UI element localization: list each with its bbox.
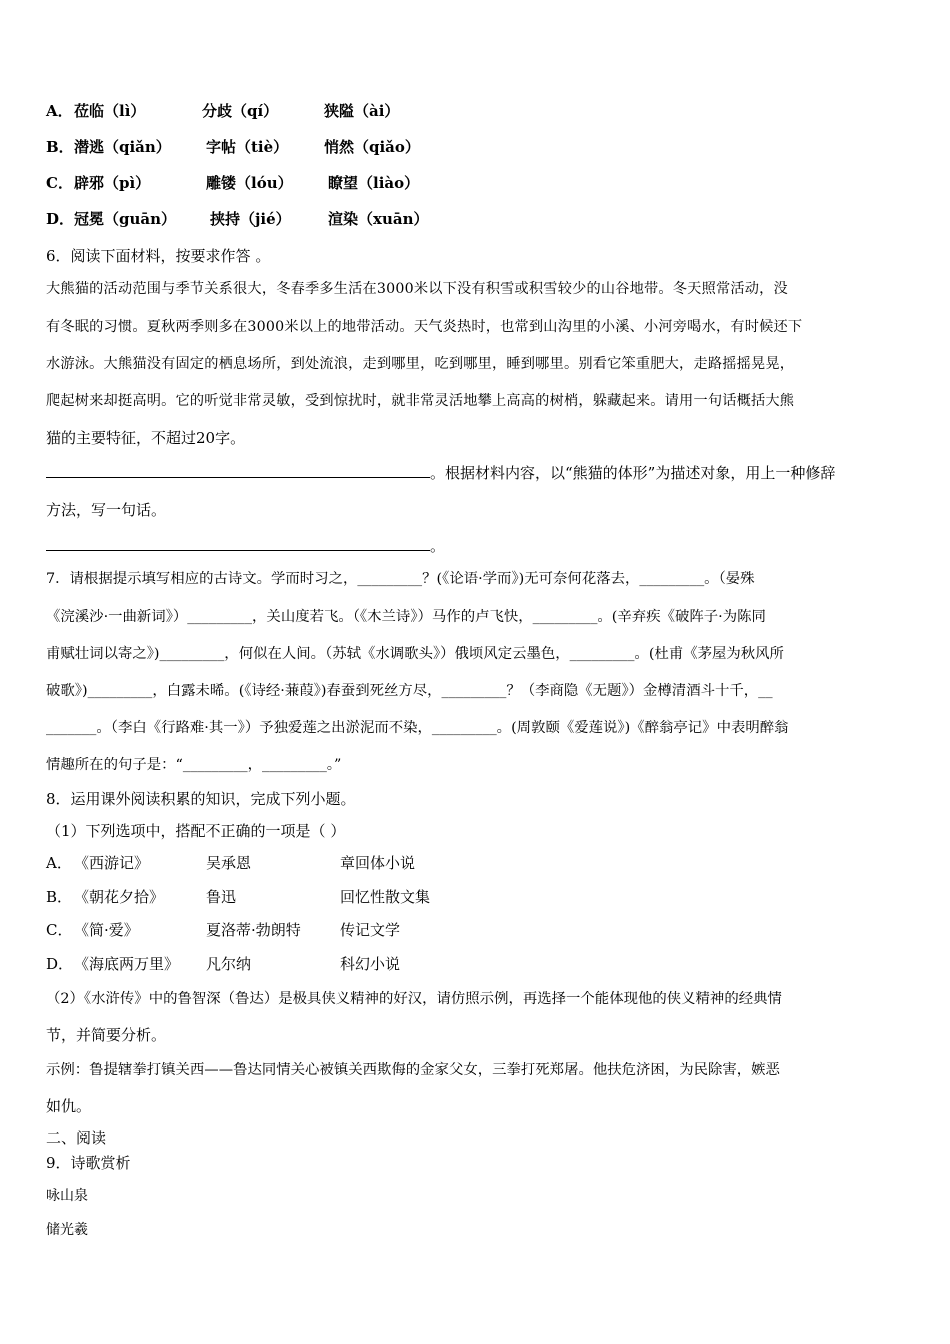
book-genre: 传记文学 bbox=[340, 921, 401, 939]
q6-line2-tail: 。根据材料内容，以“熊猫的体形”为描述对象，用上一种修辞 bbox=[430, 464, 836, 482]
option-word-1: 潜逃（qiǎn） bbox=[74, 138, 171, 156]
option-word-2: 字帖（tiè） bbox=[206, 138, 289, 156]
q8-title: 8．运用课外阅读积累的知识，完成下列小题。 bbox=[46, 790, 356, 808]
option-word-2: 分歧（qí） bbox=[202, 102, 279, 120]
option-word-1: 莅临（lì） bbox=[74, 102, 146, 120]
option-letter: C． bbox=[46, 174, 73, 192]
q6-line4-tail: 。 bbox=[430, 537, 446, 555]
book-genre: 章回体小说 bbox=[340, 854, 416, 872]
q6-passage-line: 水游泳。大熊猫没有固定的栖息场所，到处流浪，走到哪里，吃到哪里，睡到哪里。别看它笨重肥大，走路摇摇晃晃， bbox=[46, 356, 795, 372]
book-author: 鲁迅 bbox=[206, 888, 237, 906]
q6-passage-line: 爬起树来却挺高明。它的听觉非常灵敏，受到惊扰时，就非常灵活地攀上高高的树梢，躲藏起来。请用一句话概括大熊 bbox=[46, 393, 795, 409]
option-letter: B． bbox=[46, 888, 73, 906]
q7-line: 《浣溪沙·一曲新词》）_________，关山度若飞。（《木兰诗》）马作的卢飞快，_________。(辛弃疾《破阵子·为陈同 bbox=[46, 609, 766, 625]
option-word-2: 挟持（jié） bbox=[210, 210, 291, 228]
q7-line: 7．请根据提示填写相应的古诗文。学而时习之，_________？(《论语·学而》)无可奈何花落去，_________。（晏殊 bbox=[46, 571, 755, 587]
option-letter: A． bbox=[46, 854, 72, 872]
q6-title: 6．阅读下面材料，按要求作答 。 bbox=[46, 247, 271, 265]
q6-passage-line: 猫的主要特征，不超过20字。 bbox=[46, 429, 246, 447]
option-word-1: 冠冕（guān） bbox=[74, 210, 177, 228]
q8-example-line: 如仇。 bbox=[46, 1097, 92, 1115]
q6-answer-line-2 bbox=[46, 535, 445, 556]
q6-answer-line-1 bbox=[46, 462, 835, 483]
q8-sub2-line: 节，并简要分析。 bbox=[46, 1026, 167, 1044]
option-word-1: 辟邪（pì） bbox=[74, 174, 151, 192]
option-word-3: 狭隘（ài） bbox=[324, 102, 400, 120]
q7-line: 甫赋壮词以寄之》)_________，何似在人间。（苏轼《水调歌头》）俄顷风定云墨色，_________。(杜甫《茅屋为秋风所 bbox=[46, 646, 784, 662]
q7-line: 破歌》)_________，白露未晞。(《诗经·蒹葭》)春蚕到死丝方尽，_________？（李商隐《无题》）金樽清酒斗十千，__ bbox=[46, 683, 773, 699]
q6-passage-line: 有冬眠的习惯。夏秋两季则多在3000米以上的地带活动。天气炎热时，也常到山沟里的小溪、小河旁喝水，有时候还下 bbox=[46, 319, 803, 335]
q8-example-line: 示例：鲁提辖拳打镇关西——鲁达同情关心被镇关西欺侮的金家父女，三拳打死郑屠。他扶危济困，为民除害，嫉恶 bbox=[46, 1062, 780, 1078]
q7-line: 情趣所在的句子是：“_________，_________。” bbox=[46, 757, 342, 773]
book-title: 《西游记》 bbox=[74, 854, 150, 872]
q8-sub2-line: （2）《水浒传》中的鲁智深（鲁达）是极具侠义精神的好汉，请仿照示例，再选择一个能体现他的侠义精神的经典情 bbox=[46, 991, 782, 1007]
option-letter: B． bbox=[46, 138, 74, 156]
q6-line3: 方法，写一句话。 bbox=[46, 501, 167, 519]
option-letter: D． bbox=[46, 210, 75, 228]
option-letter: D． bbox=[46, 955, 74, 973]
option-letter: A． bbox=[46, 102, 73, 120]
book-author: 凡尔纳 bbox=[206, 955, 252, 973]
book-title: 《简·爱》 bbox=[74, 921, 139, 939]
book-title: 《海底两万里》 bbox=[74, 955, 180, 973]
option-letter: C． bbox=[46, 921, 73, 939]
option-word-3: 瞭望（liào） bbox=[328, 174, 420, 192]
book-author: 吴承恩 bbox=[206, 854, 252, 872]
section-heading: 二、阅读 bbox=[46, 1129, 107, 1147]
option-word-3: 悄然（qiǎo） bbox=[324, 138, 420, 156]
q9-title: 9．诗歌赏析 bbox=[46, 1154, 131, 1172]
q6-passage-line: 大熊猫的活动范围与季节关系很大，冬春季多生活在3000米以下没有积雪或积雪较少的山谷地带。冬天照常活动，没 bbox=[46, 281, 788, 297]
book-author: 夏洛蒂·勃朗特 bbox=[206, 921, 301, 939]
q7-line: _______。（李白《行路难·其一》）予独爱莲之出淤泥而不染，_________。(周敦颐《爱莲说》)《醉翁亭记》中表明醉翁 bbox=[46, 720, 789, 736]
book-title: 《朝花夕拾》 bbox=[74, 888, 165, 906]
poem-title: 咏山泉 bbox=[46, 1188, 88, 1204]
poem-author: 储光羲 bbox=[46, 1222, 88, 1238]
q8-sub1: （1）下列选项中，搭配不正确的一项是（ ） bbox=[46, 822, 346, 840]
answer-blank[interactable] bbox=[46, 463, 430, 478]
option-word-3: 渲染（xuān） bbox=[328, 210, 429, 228]
book-genre: 回忆性散文集 bbox=[340, 888, 431, 906]
answer-blank[interactable] bbox=[46, 536, 430, 551]
option-word-2: 雕镂（lóu） bbox=[206, 174, 293, 192]
book-genre: 科幻小说 bbox=[340, 955, 401, 973]
